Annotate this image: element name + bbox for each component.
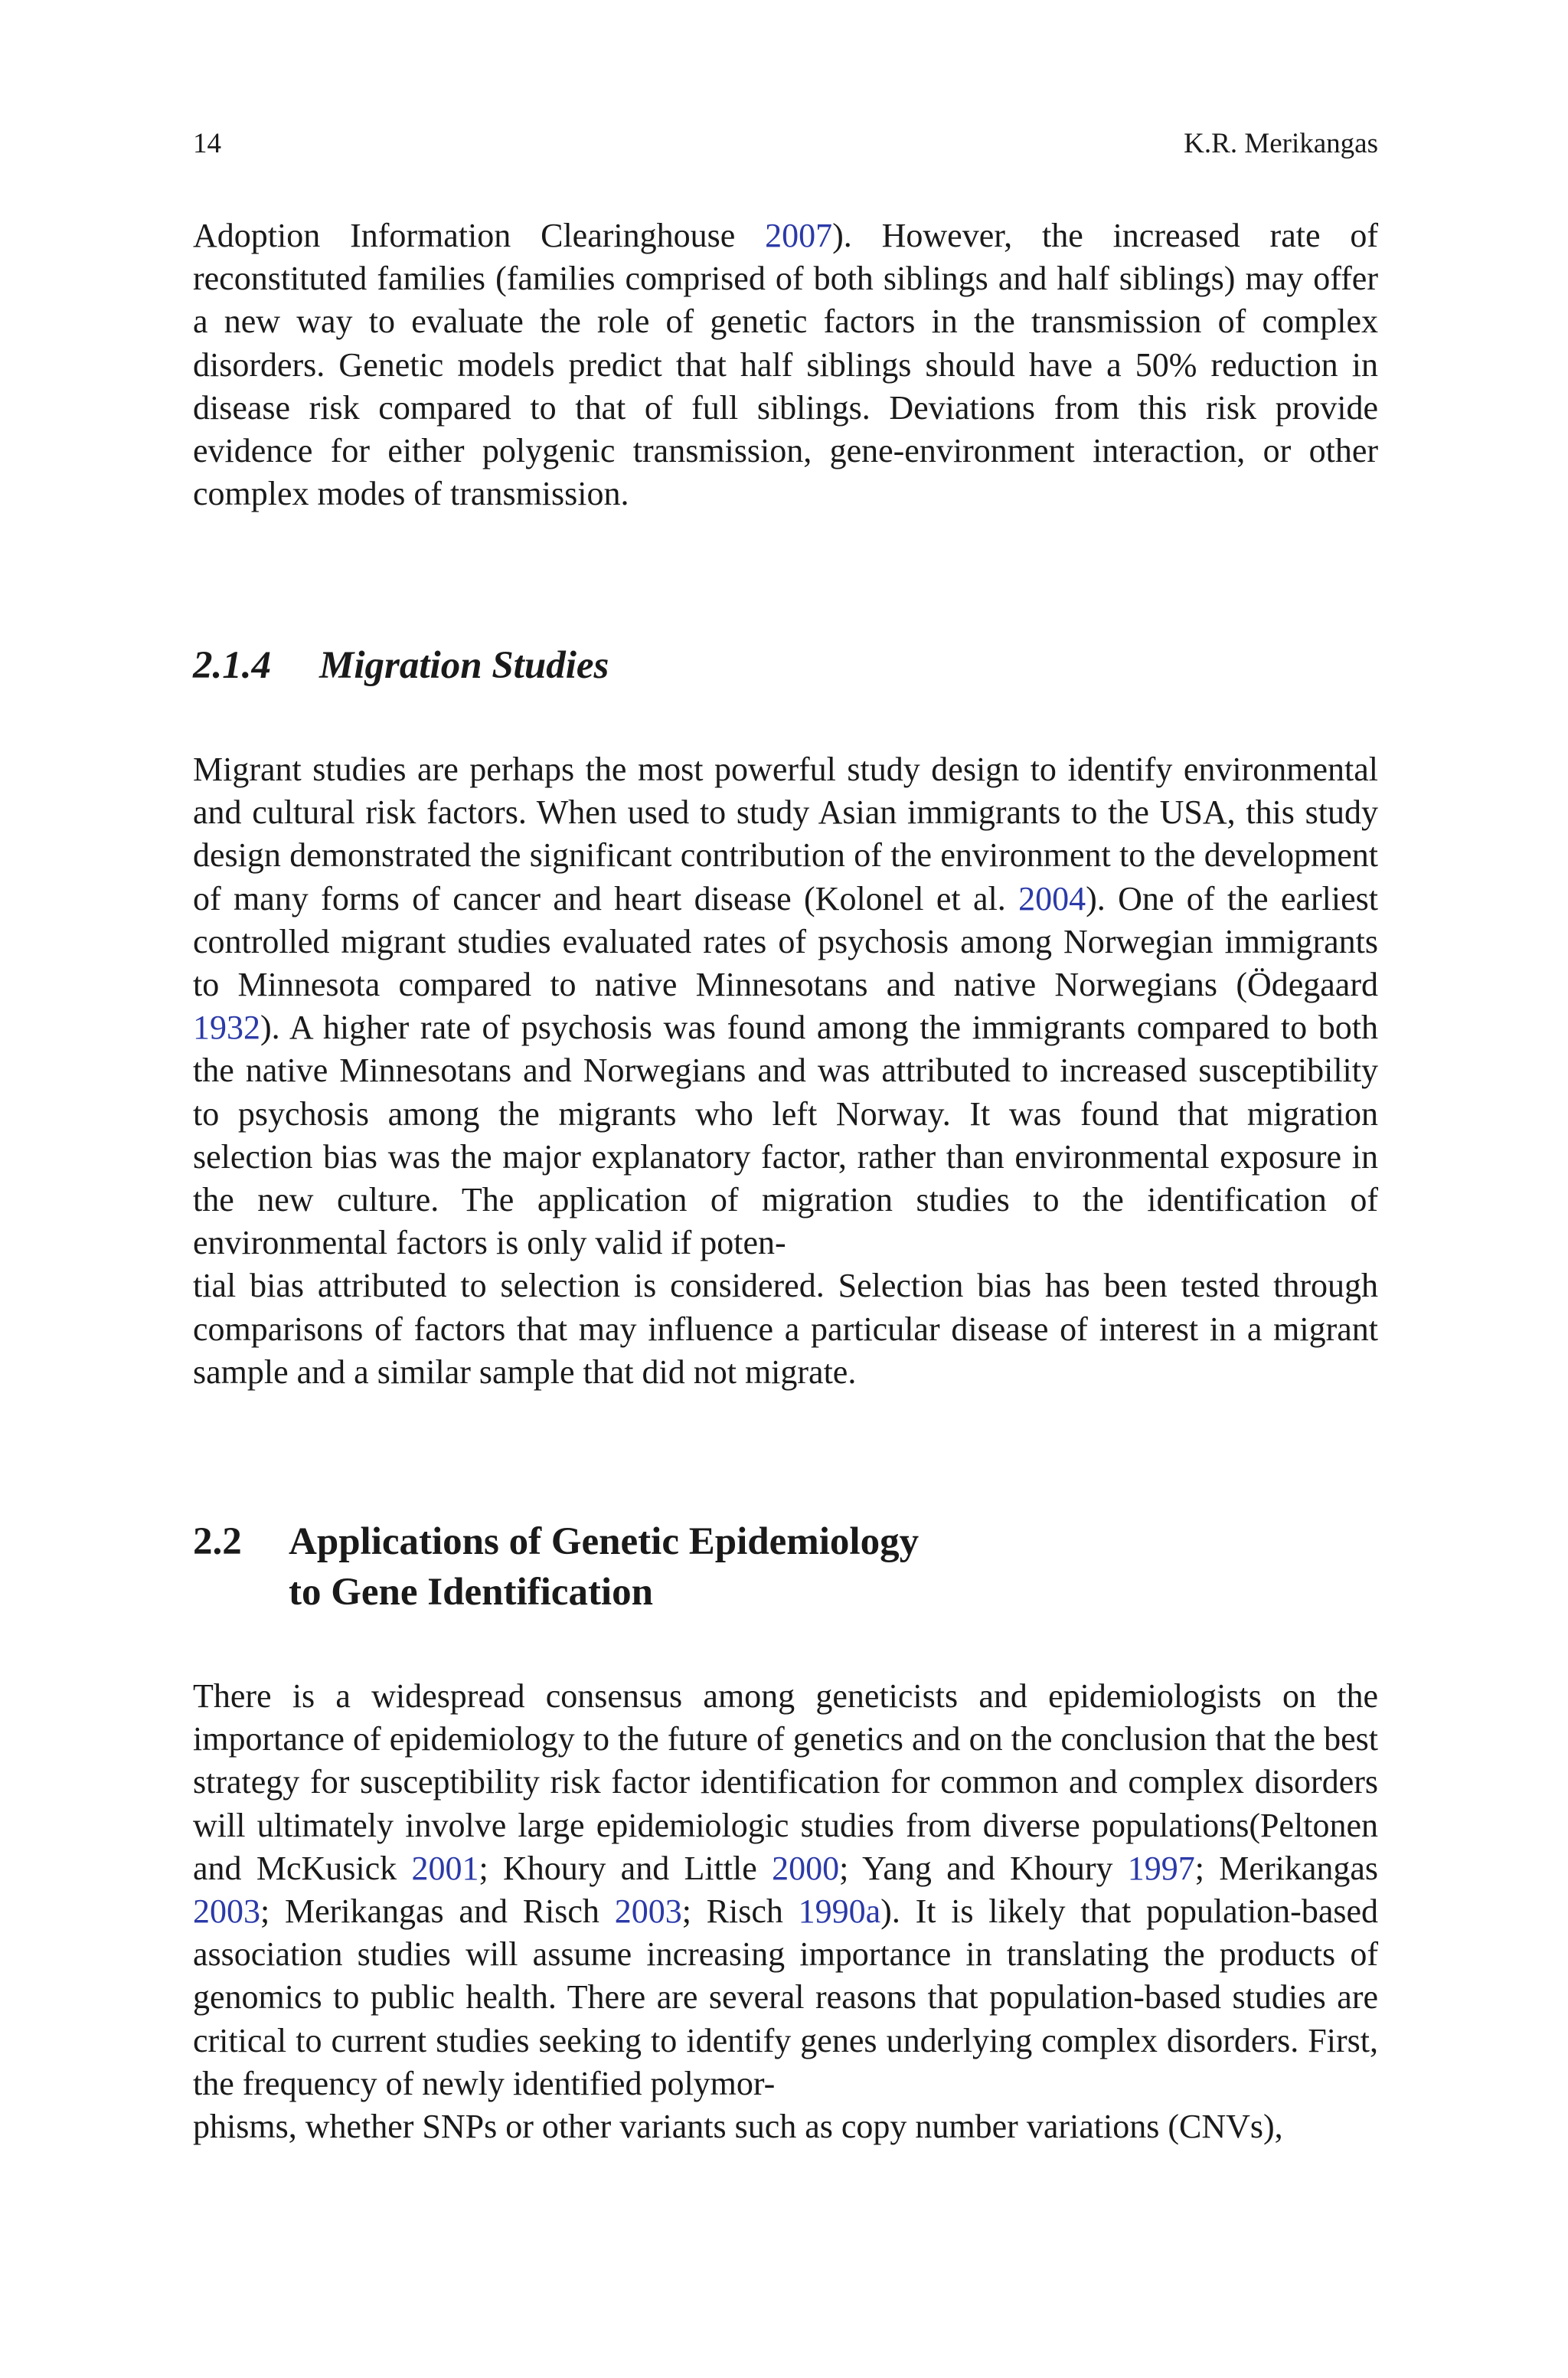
section-title: Migration Studies: [319, 644, 609, 687]
page-number: 14: [193, 128, 221, 159]
text-run: ; Risch: [681, 1892, 799, 1931]
running-head-author: K.R. Merikangas: [1184, 128, 1378, 159]
text-run: ; Merikangas and Risch: [260, 1892, 615, 1931]
text-run: phisms, whether SNPs or other variants such as copy number variations (CNVs),: [193, 2108, 1283, 2146]
text-run: There is a widespread consensus among geneticists and epidemiologists on the importance of epidemiology to the future of genetics and on the conclusion that the best strategy for susceptibility risk factor identification for common and complex disorders will ultimately involve large epidemiologic studies from diverse populations(Peltonen and McKusick: [193, 1677, 1378, 1887]
text-run: ; Merikangas: [1194, 1849, 1378, 1887]
citation-link[interactable]: 2007: [765, 217, 833, 254]
paragraph-adoption-studies: [193, 214, 1378, 515]
text-run: ). It is likely that population-based association studies will assume increasing importance in translating the products of genomics to public health. There are several reasons that population-based studies are critical to current studies seeking to identify genes underlying complex disorders. First, the frequency of newly identified polymor: [193, 1892, 1378, 2102]
citation-link[interactable]: 2003: [614, 1892, 682, 1931]
section-title-line-2: to Gene Identification: [289, 1571, 653, 1614]
section-title-line-1: Applications of Genetic Epidemiology: [289, 1520, 920, 1563]
citation-link[interactable]: 2004: [1018, 879, 1086, 918]
citation-link[interactable]: 1932: [193, 1009, 260, 1047]
text-run: Migrant studies are perhaps the most powerful study design to identify environmental and cultural risk factors. When used to study Asian immigrants to the USA, this study design demonstrated the significant contribution of the environment to the development of many forms of cancer and heart disease (Kolonel et al.: [193, 751, 1378, 918]
paragraph-gene-identification: There is a widespread consensus among geneticists and epidemiologists on the importance of epidemiology to the future of genetics and on the conclusion that the best strategy for susceptibility risk factor identification for common and complex disorders will ultimately involve large epidemiologic studies from diverse populations(Peltonen and McKusick 2001; Khoury and Little 2000; Yang and Khoury 1997; Merikangas 2003; Merikangas and Risch 2003; Risch 1990a). It is likely that population-based association studies will assume increasing importance in translating the products of genomics to public health. There are several reasons that population-based studies are critical to current studies seeking to identify genes underlying complex disorders. First, the frequency of newly identified polymor- phisms, whether SNPs or other variants such as copy number variations (CNVs),: [193, 1677, 1378, 2146]
citation-link[interactable]: 2001: [411, 1849, 479, 1887]
citation-link[interactable]: 2003: [193, 1892, 260, 1931]
section-heading-2-2: [193, 1516, 1378, 1617]
section-number: 2.2: [193, 1520, 242, 1563]
paragraph-migration-studies: Migrant studies are perhaps the most powerful study design to identify environmental and cultural risk factors. When used to study Asian immigrants to the USA, this study design demonstrated the significant contribution of the environment to the development of many forms of cancer and heart disease (Kolonel et al. 2004). One of the earliest controlled migrant studies evaluated rates of psychosis among Norwegian immigrants to Minnesota compared to native Minnesotans and native Norwegians (Ödegaard 1932). A higher rate of psychosis was found among the immigrants compared to both the native Minnesotans and Norwegians and was attributed to increased susceptibility to psychosis among the migrants who left Norway. It was found that migration selection bias was the major explanatory factor, rather than environmental exposure in the new culture. The application of migration studies to the identification of environmental factors is only valid if poten- tial bias attributed to selection is considered. Selection bias has been tested through comparisons of factors that may influence a particular disease of interest in a migrant sample and a similar sample that did not migrate.: [193, 751, 1378, 1391]
text-run: ). A higher rate of psychosis was found among the immigrants compared to both the native Minnesotans and Norwegians and was attributed to increased susceptibility to psychosis among the migrants who left Norway. It was found that migration selection bias was the major explanatory factor, rather than environmental exposure in the new culture. The application of migration studies to the identification of environmental factors is only valid if poten: [193, 1009, 1378, 1262]
citation-link[interactable]: 2000: [772, 1849, 840, 1887]
text-run: tial bias attributed to selection is considered. Selection bias has been tested through comparisons of factors that may influence a particular disease of interest in a migrant sample and a similar sample that did not migrate.: [193, 1267, 1378, 1391]
text-run: ; Yang and Khoury: [839, 1849, 1128, 1887]
text-run: ). One of the earliest controlled migrant studies evaluated rates of psychosis among Norwegian immigrants to Minnesota compared to native Minnesotans and native Norwegians (Ödegaard: [193, 879, 1378, 1004]
text-run: ). However, the increased rate of reconstituted families (families comprised of both siblings and half siblings) may offer a new way to evaluate the role of genetic factors in the transmission of complex disorders. Genetic models predict that half siblings should have a 50% reduction in disease risk compared to that of full siblings. Deviations from this risk provide evidence for either polygenic transmission, gene-environment interaction, or other complex modes of transmission.: [193, 217, 1378, 513]
text-run: ; Khoury and Little: [479, 1849, 773, 1887]
citation-link[interactable]: 1997: [1127, 1849, 1195, 1887]
section-heading-2-1-4: [193, 642, 1378, 689]
running-head: [193, 127, 1378, 161]
section-number: 2.1.4: [193, 644, 271, 687]
text-run: Adoption Information Clearinghouse: [193, 217, 766, 254]
citation-link[interactable]: 1990a: [798, 1892, 881, 1931]
